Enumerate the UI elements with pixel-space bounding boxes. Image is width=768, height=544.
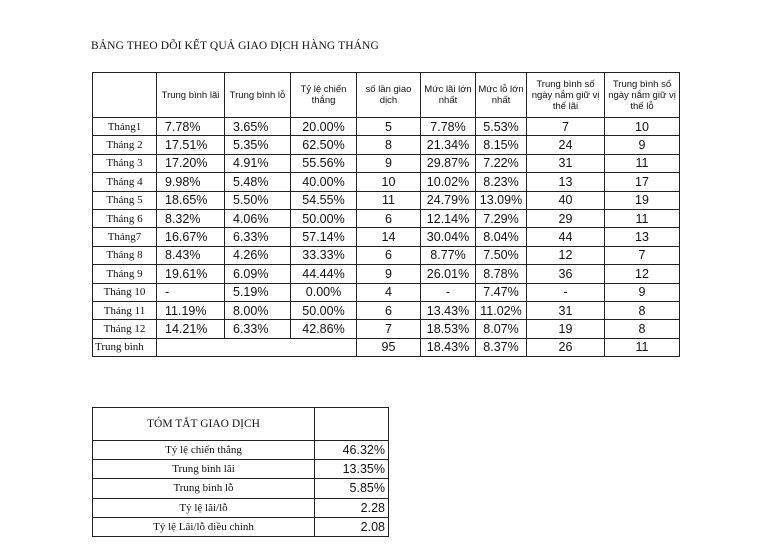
cell-max-loss: 8.23% (476, 173, 527, 191)
cell-avg-days-loss: 7 (605, 246, 680, 264)
summary-value: 46.32% (315, 441, 389, 460)
cell-win-rate: 57.14% (291, 228, 357, 246)
summary-label: Tỷ lệ chiến thắng (93, 441, 315, 460)
footer-label: Trung bình (93, 338, 157, 356)
cell-month: Tháng 3 (93, 154, 157, 172)
cell-win-rate: 54.55% (291, 191, 357, 209)
cell-month: Tháng7 (93, 228, 157, 246)
header-avg-days-loss: Trung bình số ngày nắm giữ vị thế lỗ (605, 73, 680, 118)
cell-max-profit: 24.79% (421, 191, 476, 209)
cell-max-profit: 29.87% (421, 154, 476, 172)
cell-avg-days-loss: 13 (605, 228, 680, 246)
cell-avg-loss: 4.26% (225, 246, 291, 264)
cell-max-loss: 11.02% (476, 301, 527, 319)
cell-avg-loss: 5.48% (225, 173, 291, 191)
cell-avg-days-win: 31 (527, 301, 605, 319)
cell-month: Tháng 4 (93, 173, 157, 191)
cell-avg-loss: 5.19% (225, 283, 291, 301)
header-trade-count: số lần giao dịch (357, 73, 421, 118)
cell-avg-days-win: 12 (527, 246, 605, 264)
cell-win-rate: 50.00% (291, 301, 357, 319)
cell-month: Tháng 9 (93, 265, 157, 283)
cell-win-rate: 44.44% (291, 265, 357, 283)
cell-month: Tháng1 (93, 118, 157, 136)
header-max-loss: Mức lỗ lớn nhất (476, 73, 527, 118)
cell-max-loss: 8.04% (476, 228, 527, 246)
cell-max-profit: 13.43% (421, 301, 476, 319)
summary-value: 5.85% (315, 479, 389, 498)
cell-avg-profit: 16.67% (157, 228, 225, 246)
footer-trades: 95 (357, 338, 421, 356)
summary-heading: TÓM TẮT GIAO DỊCH (93, 408, 315, 441)
summary-label: Tỷ lệ Lãi/lỗ điều chỉnh (93, 517, 315, 536)
trade-summary-table (92, 407, 389, 537)
cell-max-profit: - (421, 283, 476, 301)
cell-max-loss: 5.53% (476, 118, 527, 136)
cell-avg-loss: 4.06% (225, 209, 291, 227)
cell-avg-loss: 6.33% (225, 228, 291, 246)
monthly-results-table (92, 72, 680, 357)
footer-avg-days-loss: 11 (605, 338, 680, 356)
cell-max-profit: 21.34% (421, 136, 476, 154)
summary-row (93, 441, 389, 460)
cell-avg-days-loss: 11 (605, 209, 680, 227)
cell-trade-count: 6 (357, 209, 421, 227)
cell-avg-days-loss: 10 (605, 118, 680, 136)
cell-avg-profit: 17.51% (157, 136, 225, 154)
cell-max-loss: 7.22% (476, 154, 527, 172)
cell-avg-profit: 11.19% (157, 301, 225, 319)
summary-header-row (93, 408, 389, 441)
cell-month: Tháng 8 (93, 246, 157, 264)
cell-max-loss: 7.29% (476, 209, 527, 227)
cell-avg-days-win: 7 (527, 118, 605, 136)
footer-max-profit: 18.43% (421, 338, 476, 356)
header-month (93, 73, 157, 118)
header-win-rate: Tỷ lệ chiến thắng (291, 73, 357, 118)
cell-avg-profit: 8.43% (157, 246, 225, 264)
cell-trade-count: 14 (357, 228, 421, 246)
cell-avg-days-win: - (527, 283, 605, 301)
cell-avg-days-win: 24 (527, 136, 605, 154)
cell-win-rate: 0.00% (291, 283, 357, 301)
cell-trade-count: 6 (357, 301, 421, 319)
table-footer-row (93, 338, 680, 356)
summary-row (93, 498, 389, 517)
cell-win-rate: 50.00% (291, 209, 357, 227)
cell-win-rate: 33.33% (291, 246, 357, 264)
cell-avg-loss: 6.33% (225, 320, 291, 338)
cell-avg-loss: 5.50% (225, 191, 291, 209)
summary-row (93, 460, 389, 479)
cell-trade-count: 7 (357, 320, 421, 338)
summary-header-empty (315, 408, 389, 441)
cell-trade-count: 10 (357, 173, 421, 191)
cell-avg-days-loss: 11 (605, 154, 680, 172)
cell-avg-days-loss: 19 (605, 191, 680, 209)
cell-max-profit: 10.02% (421, 173, 476, 191)
cell-avg-days-win: 29 (527, 209, 605, 227)
cell-max-loss: 13.09% (476, 191, 527, 209)
cell-avg-days-win: 13 (527, 173, 605, 191)
cell-avg-profit: - (157, 283, 225, 301)
cell-avg-profit: 9.98% (157, 173, 225, 191)
cell-avg-profit: 14.21% (157, 320, 225, 338)
cell-win-rate: 20.00% (291, 118, 357, 136)
cell-avg-loss: 4.91% (225, 154, 291, 172)
summary-value: 2.08 (315, 517, 389, 536)
cell-month: Tháng 10 (93, 283, 157, 301)
table-row (93, 301, 680, 319)
cell-max-loss: 8.07% (476, 320, 527, 338)
table-row (93, 136, 680, 154)
cell-trade-count: 9 (357, 154, 421, 172)
header-avg-profit: Trung bình lãi (157, 73, 225, 118)
cell-month: Tháng 11 (93, 301, 157, 319)
table-row (93, 283, 680, 301)
cell-win-rate: 40.00% (291, 173, 357, 191)
summary-value: 2.28 (315, 498, 389, 517)
cell-avg-days-win: 40 (527, 191, 605, 209)
cell-avg-days-loss: 8 (605, 301, 680, 319)
cell-max-loss: 7.50% (476, 246, 527, 264)
cell-avg-days-win: 44 (527, 228, 605, 246)
cell-month: Tháng 12 (93, 320, 157, 338)
header-avg-days-win: Trung bình số ngày nắm giữ vị thế lãi (527, 73, 605, 118)
table-row (93, 209, 680, 227)
cell-win-rate: 62.50% (291, 136, 357, 154)
table-row (93, 320, 680, 338)
cell-avg-profit: 17.20% (157, 154, 225, 172)
cell-avg-loss: 5.35% (225, 136, 291, 154)
cell-max-profit: 7.78% (421, 118, 476, 136)
table-row (93, 173, 680, 191)
cell-max-profit: 26.01% (421, 265, 476, 283)
cell-avg-profit: 8.32% (157, 209, 225, 227)
cell-trade-count: 11 (357, 191, 421, 209)
cell-trade-count: 9 (357, 265, 421, 283)
cell-avg-days-loss: 12 (605, 265, 680, 283)
cell-win-rate: 55.56% (291, 154, 357, 172)
cell-max-profit: 30.04% (421, 228, 476, 246)
header-avg-loss: Trung bình lỗ (225, 73, 291, 118)
cell-avg-loss: 3.65% (225, 118, 291, 136)
cell-max-profit: 12.14% (421, 209, 476, 227)
cell-trade-count: 6 (357, 246, 421, 264)
cell-max-profit: 18.53% (421, 320, 476, 338)
cell-avg-days-loss: 9 (605, 136, 680, 154)
cell-avg-days-loss: 9 (605, 283, 680, 301)
table-row (93, 154, 680, 172)
cell-avg-profit: 19.61% (157, 265, 225, 283)
cell-max-loss: 8.15% (476, 136, 527, 154)
document-title: BẢNG THEO DÕI KẾT QUẢ GIAO DỊCH HÀNG THÁNG (91, 40, 379, 52)
cell-win-rate: 42.86% (291, 320, 357, 338)
cell-avg-profit: 18.65% (157, 191, 225, 209)
cell-avg-profit: 7.78% (157, 118, 225, 136)
table-header-row (93, 73, 680, 118)
table-row (93, 265, 680, 283)
cell-avg-days-win: 31 (527, 154, 605, 172)
cell-trade-count: 4 (357, 283, 421, 301)
cell-avg-days-loss: 8 (605, 320, 680, 338)
footer-empty-cell (157, 338, 357, 356)
cell-avg-loss: 6.09% (225, 265, 291, 283)
cell-month: Tháng 6 (93, 209, 157, 227)
summary-value: 13.35% (315, 460, 389, 479)
footer-avg-days-win: 26 (527, 338, 605, 356)
summary-label: Trung bình lỗ (93, 479, 315, 498)
table-row (93, 228, 680, 246)
cell-max-loss: 7.47% (476, 283, 527, 301)
footer-max-loss: 8.37% (476, 338, 527, 356)
cell-avg-loss: 8.00% (225, 301, 291, 319)
summary-label: Trung bình lãi (93, 460, 315, 479)
cell-trade-count: 5 (357, 118, 421, 136)
cell-month: Tháng 5 (93, 191, 157, 209)
cell-max-profit: 8.77% (421, 246, 476, 264)
cell-max-loss: 8.78% (476, 265, 527, 283)
table-row (93, 118, 680, 136)
table-row (93, 246, 680, 264)
summary-label: Tỷ lệ lãi/lỗ (93, 498, 315, 517)
summary-row (93, 517, 389, 536)
cell-avg-days-win: 19 (527, 320, 605, 338)
cell-trade-count: 8 (357, 136, 421, 154)
summary-row (93, 479, 389, 498)
cell-month: Tháng 2 (93, 136, 157, 154)
table-row (93, 191, 680, 209)
cell-avg-days-loss: 17 (605, 173, 680, 191)
header-max-profit: Mức lãi lớn nhất (421, 73, 476, 118)
cell-avg-days-win: 36 (527, 265, 605, 283)
